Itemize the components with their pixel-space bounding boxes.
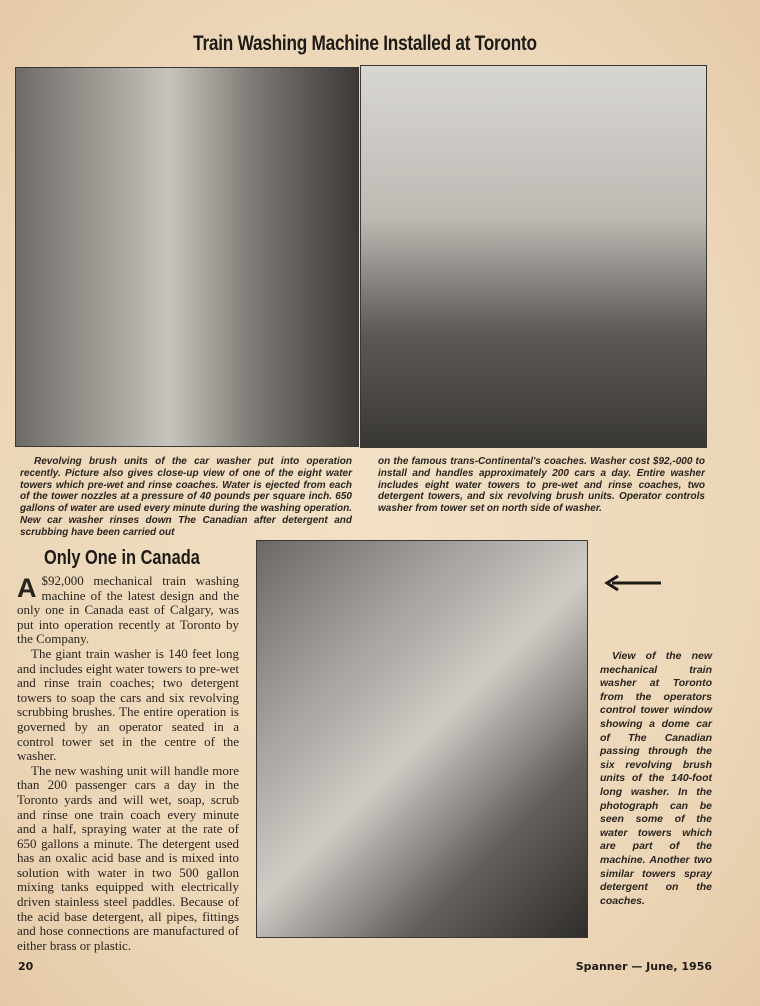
caption-bottom-right: View of the new mechanical train washer at Toronto from the operators control tower window showing a dome car of The Canadian passing through the six revolving brush units of the 140-foot long washer. In the photograph can be seen some of the water towers which are part of the machine. Another two similar towers spray detergent on the coaches. bbox=[600, 650, 712, 907]
page-number: 20 bbox=[18, 960, 34, 973]
caption-top-right: on the famous trans-Continental's coaches. Washer cost $92,-000 to install and handles approximately 200 cars a day. Entire washer includes eight water towers to pre-wet and rinse coaches, two detergent towers, and six revolving brush units. Operator controls washer from tower set on north side of washer. bbox=[378, 456, 705, 515]
article-body bbox=[17, 574, 239, 953]
caption-top-left: Revolving brush units of the car washer put into operation recently. Picture also gives close-up view of one of the eight water towers which pre-wet and rinse coaches. Water is ejected from each of the tower nozzles at a pressure of 40 pounds per square inch. 650 gallons of water are used every minute during the washing operation. New car washer rinses down The Canadian after detergent and scrubbing have been carried out bbox=[20, 456, 352, 538]
page-title: Train Washing Machine Installed at Toronto bbox=[193, 32, 537, 55]
coach-in-washer-photo bbox=[360, 65, 707, 448]
dome-car-from-tower-photo bbox=[256, 540, 588, 938]
drop-cap: A bbox=[17, 573, 37, 603]
arrow-left-icon bbox=[604, 574, 662, 592]
article-heading: Only One in Canada bbox=[44, 547, 200, 569]
paragraph-3: The new washing unit will handle more than 200 passenger cars a day in the Toronto yards and will wet, soap, scrub and rinse one train coach every minute and a half, spraying water at the rate of 650 gallons a minute. The detergent used has an oxalic acid base and is mixed into solution with water in two 500 gallon mixing tanks equipped with electrically driven stainless steel paddles. Because of the acid base detergent, all pipes, fittings and hose connections are manufactured of either brass or plastic. bbox=[17, 762, 239, 953]
brush-units-photo bbox=[15, 67, 359, 447]
paragraph-2: The giant train washer is 140 feet long and includes eight water towers to pre-wet and rinse train coaches; two detergent towers to soap the cars and six revolving scrubbing brushes. The entire operation is governed by an operator seated in a control tower set in the centre of the washer. bbox=[17, 645, 239, 764]
publication-footer: Spanner — June, 1956 bbox=[575, 960, 712, 973]
paragraph-text: $92,000 mechanical train washing machine of the latest design and the only one in Canada east of Calgary, was put into operation recently at Toronto by the Company. bbox=[17, 573, 239, 647]
paragraph-1 bbox=[17, 574, 239, 647]
